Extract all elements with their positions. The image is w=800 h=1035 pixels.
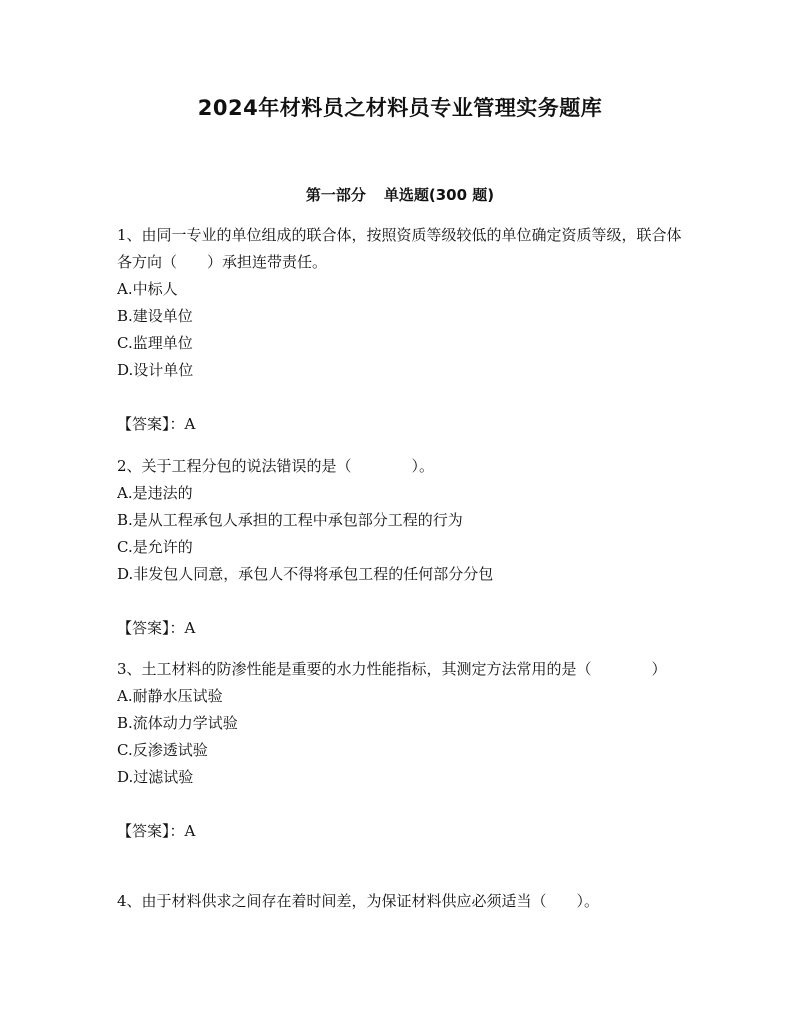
option-d: D.过滤试验 <box>117 768 194 786</box>
document-title: 2024年材料员之材料员专业管理实务题库 <box>197 96 603 120</box>
question-3 <box>117 656 687 845</box>
option-d: D.设计单位 <box>117 361 194 379</box>
option-b: B.建设单位 <box>117 307 193 325</box>
question-2 <box>117 453 687 642</box>
option-a: A.是违法的 <box>117 484 193 502</box>
section-part-label: 第一部分 <box>305 186 366 204</box>
option-c: C.反渗透试验 <box>117 741 208 759</box>
question-stem: 4、由于材料供求之间存在着时间差，为保证材料供应必须适当（ ）。 <box>117 892 600 910</box>
question-4 <box>117 888 687 915</box>
section-type-label: 单选题(300 题) <box>383 186 495 204</box>
question-stem: 3、土工材料的防渗性能是重要的水力性能指标，其测定方法常用的是（ ） <box>117 660 667 678</box>
option-a: A.耐静水压试验 <box>117 687 223 705</box>
question-stem: 2、关于工程分包的说法错误的是（ ）。 <box>117 457 435 475</box>
answer-line: 【答案】：A <box>117 822 196 840</box>
option-d: D.非发包人同意，承包人不得将承包工程的任何部分分包 <box>117 565 494 583</box>
section-heading <box>0 182 800 208</box>
option-c: C.是允许的 <box>117 538 193 556</box>
question-1 <box>117 222 687 438</box>
option-b: B.是从工程承包人承担的工程中承包部分工程的行为 <box>117 511 463 529</box>
answer-line: 【答案】：A <box>117 619 196 637</box>
option-a: A.中标人 <box>117 280 178 298</box>
option-b: B.流体动力学试验 <box>117 714 238 732</box>
option-c: C.监理单位 <box>117 334 193 352</box>
answer-line: 【答案】：A <box>117 415 196 433</box>
question-stem: 1、由同一专业的单位组成的联合体，按照资质等级较低的单位确定资质等级，联合体各方向（ ）承担连带责任。 <box>117 226 682 271</box>
